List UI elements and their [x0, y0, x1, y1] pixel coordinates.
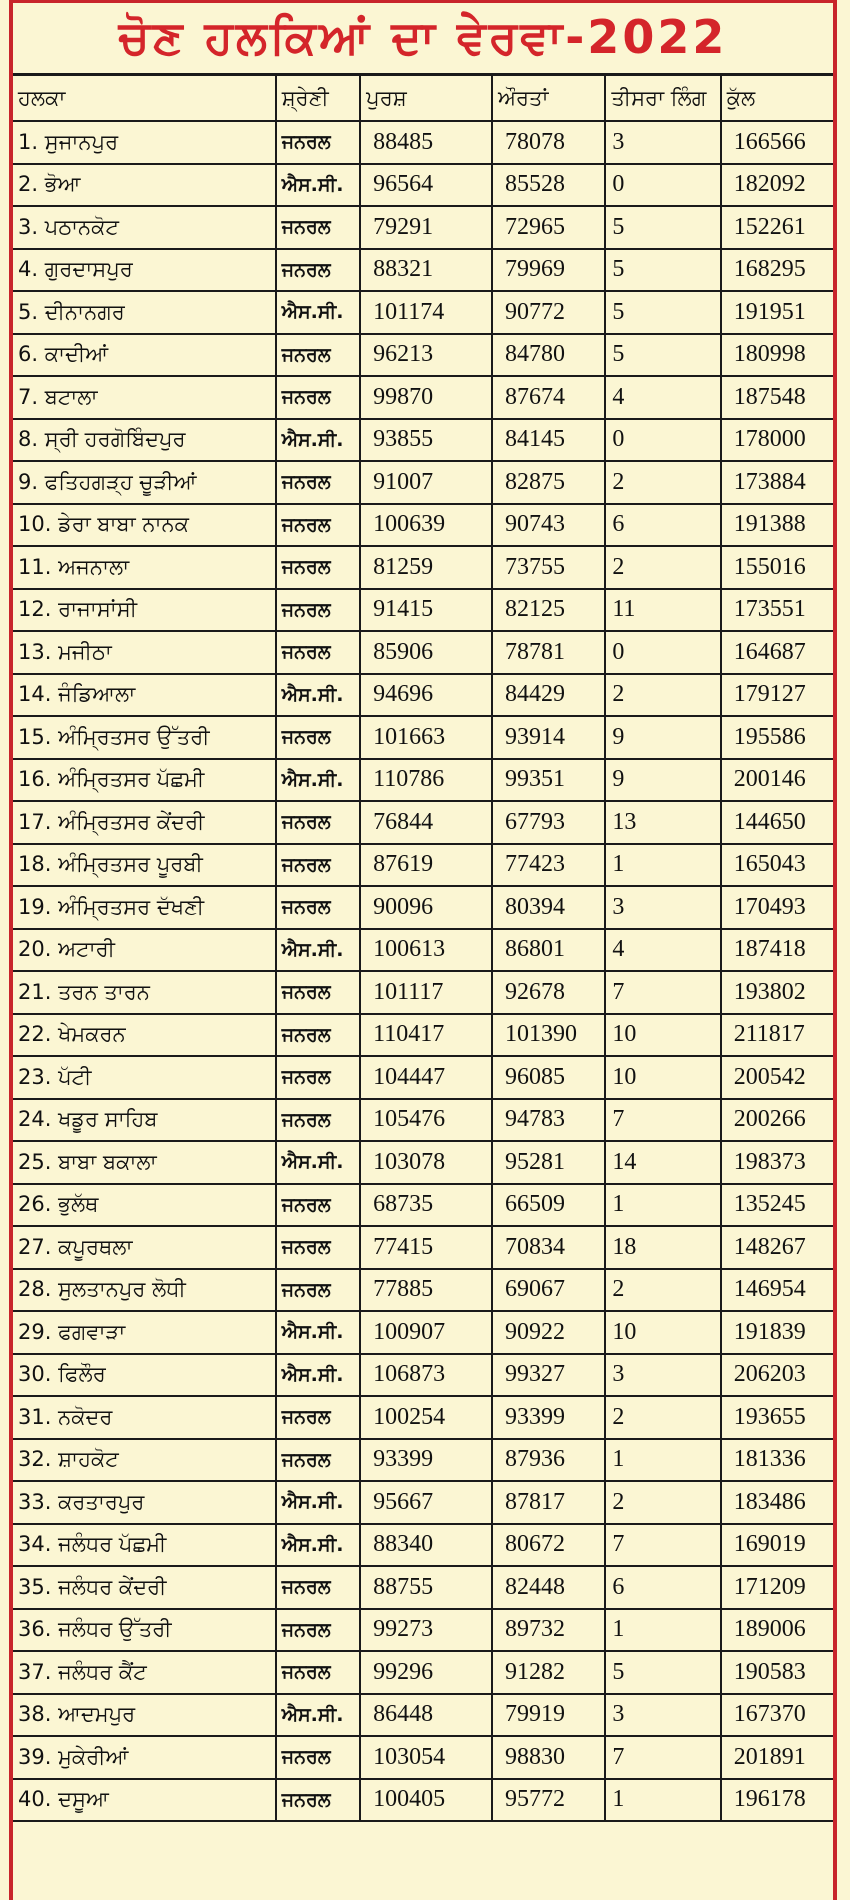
third-gender-count-cell: 5: [605, 249, 720, 292]
category-cell: ਜਨਰਲ: [276, 1566, 360, 1609]
women-count-cell: 89732: [492, 1609, 605, 1652]
category-cell: ਐਸ.ਸੀ.: [276, 1524, 360, 1567]
table-row: [13, 886, 833, 929]
men-count-cell: 85906: [360, 631, 492, 674]
women-count-cell: 99351: [492, 759, 605, 802]
table-row: [13, 1354, 833, 1397]
category-cell: ਜਨਰਲ: [276, 1184, 360, 1227]
women-count-cell: 98830: [492, 1736, 605, 1779]
total-count-cell: 166566: [721, 121, 833, 164]
men-count-cell: 94696: [360, 674, 492, 717]
men-count-cell: 104447: [360, 1056, 492, 1099]
total-count-cell: 152261: [721, 206, 833, 249]
women-count-cell: 90772: [492, 291, 605, 334]
men-count-cell: 100613: [360, 929, 492, 972]
third-gender-count-cell: 2: [605, 1396, 720, 1439]
men-count-cell: 93399: [360, 1439, 492, 1482]
third-gender-count-cell: 5: [605, 291, 720, 334]
total-count-cell: 135245: [721, 1184, 833, 1227]
table-row: [13, 759, 833, 802]
third-gender-count-cell: 0: [605, 419, 720, 462]
total-count-cell: 189006: [721, 1609, 833, 1652]
constituency-name-cell: 22. ਖੇਮਕਰਨ: [13, 1014, 276, 1057]
third-gender-count-cell: 4: [605, 376, 720, 419]
category-cell: ਜਨਰਲ: [276, 206, 360, 249]
category-cell: ਐਸ.ਸੀ.: [276, 291, 360, 334]
women-count-cell: 82875: [492, 461, 605, 504]
men-count-cell: 88340: [360, 1524, 492, 1567]
category-cell: ਜਨਰਲ: [276, 1099, 360, 1142]
women-count-cell: 73755: [492, 546, 605, 589]
men-count-cell: 100639: [360, 504, 492, 547]
third-gender-count-cell: 10: [605, 1311, 720, 1354]
men-count-cell: 99870: [360, 376, 492, 419]
third-gender-count-cell: 7: [605, 971, 720, 1014]
category-cell: ਐਸ.ਸੀ.: [276, 164, 360, 207]
third-gender-count-cell: 1: [605, 1609, 720, 1652]
men-count-cell: 91415: [360, 589, 492, 632]
total-count-cell: 146954: [721, 1269, 833, 1312]
total-count-cell: 148267: [721, 1226, 833, 1269]
women-count-cell: 94783: [492, 1099, 605, 1142]
table-row: [13, 716, 833, 759]
women-count-cell: 67793: [492, 801, 605, 844]
total-count-cell: 183486: [721, 1481, 833, 1524]
table-row: [13, 1014, 833, 1057]
table-row: [13, 164, 833, 207]
constituency-name-cell: 28. ਸੁਲਤਾਨਪੁਰ ਲੋਧੀ: [13, 1269, 276, 1312]
men-count-cell: 101663: [360, 716, 492, 759]
table-body: [13, 121, 833, 1821]
third-gender-count-cell: 9: [605, 716, 720, 759]
third-gender-count-cell: 7: [605, 1099, 720, 1142]
women-count-cell: 78781: [492, 631, 605, 674]
women-count-cell: 78078: [492, 121, 605, 164]
category-cell: ਜਨਰਲ: [276, 461, 360, 504]
constituency-name-cell: 23. ਪੱਟੀ: [13, 1056, 276, 1099]
men-count-cell: 87619: [360, 844, 492, 887]
total-count-cell: 179127: [721, 674, 833, 717]
men-count-cell: 110786: [360, 759, 492, 802]
constituency-name-cell: 32. ਸ਼ਾਹਕੋਟ: [13, 1439, 276, 1482]
category-cell: ਜਨਰਲ: [276, 971, 360, 1014]
category-cell: ਐਸ.ਸੀ.: [276, 929, 360, 972]
women-count-cell: 87936: [492, 1439, 605, 1482]
constituency-name-cell: 6. ਕਾਦੀਆਂ: [13, 334, 276, 377]
table-row: [13, 1524, 833, 1567]
category-cell: ਜਨਰਲ: [276, 1269, 360, 1312]
table-row: [13, 121, 833, 164]
third-gender-count-cell: 1: [605, 1439, 720, 1482]
table-row: [13, 1694, 833, 1737]
third-gender-count-cell: 13: [605, 801, 720, 844]
category-cell: ਐਸ.ਸੀ.: [276, 1481, 360, 1524]
total-count-cell: 200266: [721, 1099, 833, 1142]
total-count-cell: 164687: [721, 631, 833, 674]
constituency-name-cell: 10. ਡੇਰਾ ਬਾਬਾ ਨਾਨਕ: [13, 504, 276, 547]
third-gender-count-cell: 1: [605, 844, 720, 887]
third-gender-count-cell: 2: [605, 1481, 720, 1524]
total-count-cell: 181336: [721, 1439, 833, 1482]
men-count-cell: 103078: [360, 1141, 492, 1184]
category-cell: ਜਨਰਲ: [276, 801, 360, 844]
constituency-name-cell: 34. ਜਲੰਧਰ ਪੱਛਮੀ: [13, 1524, 276, 1567]
constituency-name-cell: 4. ਗੁਰਦਾਸਪੁਰ: [13, 249, 276, 292]
total-count-cell: 155016: [721, 546, 833, 589]
constituency-name-cell: 25. ਬਾਬਾ ਬਕਾਲਾ: [13, 1141, 276, 1184]
category-cell: ਐਸ.ਸੀ.: [276, 674, 360, 717]
category-cell: ਜਨਰਲ: [276, 249, 360, 292]
constituency-name-cell: 1. ਸੁਜਾਨਪੁਰ: [13, 121, 276, 164]
total-count-cell: 173551: [721, 589, 833, 632]
total-count-cell: 193802: [721, 971, 833, 1014]
document-sheet: [9, 0, 837, 1900]
constituency-name-cell: 12. ਰਾਜਾਸਾਂਸੀ: [13, 589, 276, 632]
table-row: [13, 801, 833, 844]
category-cell: ਜਨਰਲ: [276, 546, 360, 589]
table-row: [13, 291, 833, 334]
third-gender-count-cell: 0: [605, 164, 720, 207]
constituency-name-cell: 40. ਦਸੂਆ: [13, 1779, 276, 1822]
men-count-cell: 90096: [360, 886, 492, 929]
constituency-name-cell: 3. ਪਠਾਨਕੋਟ: [13, 206, 276, 249]
table-row: [13, 1651, 833, 1694]
category-cell: ਜਨਰਲ: [276, 1396, 360, 1439]
men-count-cell: 95667: [360, 1481, 492, 1524]
constituency-name-cell: 27. ਕਪੂਰਥਲਾ: [13, 1226, 276, 1269]
table-row: [13, 1481, 833, 1524]
third-gender-count-cell: 10: [605, 1056, 720, 1099]
women-count-cell: 101390: [492, 1014, 605, 1057]
category-cell: ਐਸ.ਸੀ.: [276, 1694, 360, 1737]
constituency-name-cell: 2. ਭੋਆ: [13, 164, 276, 207]
constituency-name-cell: 20. ਅਟਾਰੀ: [13, 929, 276, 972]
total-count-cell: 190583: [721, 1651, 833, 1694]
total-count-cell: 165043: [721, 844, 833, 887]
table-row: [13, 504, 833, 547]
category-cell: ਜਨਰਲ: [276, 1439, 360, 1482]
constituency-name-cell: 36. ਜਲੰਧਰ ਉੱਤਰੀ: [13, 1609, 276, 1652]
third-gender-count-cell: 2: [605, 1269, 720, 1312]
category-cell: ਐਸ.ਸੀ.: [276, 419, 360, 462]
men-count-cell: 93855: [360, 419, 492, 462]
header-total: ਕੁੱਲ: [721, 75, 833, 122]
constituency-name-cell: 21. ਤਰਨ ਤਾਰਨ: [13, 971, 276, 1014]
men-count-cell: 81259: [360, 546, 492, 589]
total-count-cell: 196178: [721, 1779, 833, 1822]
table-row: [13, 1566, 833, 1609]
constituency-name-cell: 29. ਫਗਵਾੜਾ: [13, 1311, 276, 1354]
third-gender-count-cell: 18: [605, 1226, 720, 1269]
constituency-name-cell: 38. ਆਦਮਪੁਰ: [13, 1694, 276, 1737]
header-category: ਸ਼੍ਰੇਣੀ: [276, 75, 360, 122]
women-count-cell: 70834: [492, 1226, 605, 1269]
category-cell: ਜਨਰਲ: [276, 1779, 360, 1822]
table-row: [13, 249, 833, 292]
category-cell: ਜਨਰਲ: [276, 376, 360, 419]
total-count-cell: 171209: [721, 1566, 833, 1609]
total-count-cell: 187418: [721, 929, 833, 972]
total-count-cell: 168295: [721, 249, 833, 292]
total-count-cell: 191839: [721, 1311, 833, 1354]
men-count-cell: 101174: [360, 291, 492, 334]
total-count-cell: 182092: [721, 164, 833, 207]
table-row: [13, 206, 833, 249]
constituency-name-cell: 33. ਕਰਤਾਰਪੁਰ: [13, 1481, 276, 1524]
category-cell: ਜਨਰਲ: [276, 1736, 360, 1779]
men-count-cell: 100254: [360, 1396, 492, 1439]
third-gender-count-cell: 7: [605, 1736, 720, 1779]
total-count-cell: 191388: [721, 504, 833, 547]
total-count-cell: 206203: [721, 1354, 833, 1397]
men-count-cell: 88485: [360, 121, 492, 164]
category-cell: ਐਸ.ਸੀ.: [276, 1354, 360, 1397]
category-cell: ਜਨਰਲ: [276, 1226, 360, 1269]
men-count-cell: 105476: [360, 1099, 492, 1142]
women-count-cell: 77423: [492, 844, 605, 887]
table-row: [13, 1269, 833, 1312]
table-row: [13, 631, 833, 674]
category-cell: ਜਨਰਲ: [276, 504, 360, 547]
women-count-cell: 90743: [492, 504, 605, 547]
third-gender-count-cell: 10: [605, 1014, 720, 1057]
total-count-cell: 144650: [721, 801, 833, 844]
women-count-cell: 99327: [492, 1354, 605, 1397]
total-count-cell: 167370: [721, 1694, 833, 1737]
men-count-cell: 77415: [360, 1226, 492, 1269]
women-count-cell: 87674: [492, 376, 605, 419]
women-count-cell: 86801: [492, 929, 605, 972]
women-count-cell: 79919: [492, 1694, 605, 1737]
constituency-name-cell: 13. ਮਜੀਠਾ: [13, 631, 276, 674]
constituency-name-cell: 19. ਅੰਮ੍ਰਿਤਸਰ ਦੱਖਣੀ: [13, 886, 276, 929]
men-count-cell: 91007: [360, 461, 492, 504]
men-count-cell: 101117: [360, 971, 492, 1014]
category-cell: ਜਨਰਲ: [276, 631, 360, 674]
total-count-cell: 173884: [721, 461, 833, 504]
women-count-cell: 90922: [492, 1311, 605, 1354]
men-count-cell: 88755: [360, 1566, 492, 1609]
table-row: [13, 461, 833, 504]
constituency-name-cell: 37. ਜਲੰਧਰ ਕੈਂਟ: [13, 1651, 276, 1694]
category-cell: ਐਸ.ਸੀ.: [276, 1311, 360, 1354]
table-row: [13, 1779, 833, 1822]
total-count-cell: 195586: [721, 716, 833, 759]
table-row: [13, 1311, 833, 1354]
women-count-cell: 95281: [492, 1141, 605, 1184]
constituency-name-cell: 15. ਅੰਮ੍ਰਿਤਸਰ ਉੱਤਰੀ: [13, 716, 276, 759]
third-gender-count-cell: 6: [605, 1566, 720, 1609]
women-count-cell: 69067: [492, 1269, 605, 1312]
constituency-name-cell: 18. ਅੰਮ੍ਰਿਤਸਰ ਪੂਰਬੀ: [13, 844, 276, 887]
women-count-cell: 72965: [492, 206, 605, 249]
table-row: [13, 929, 833, 972]
men-count-cell: 77885: [360, 1269, 492, 1312]
table-row: [13, 674, 833, 717]
constituency-name-cell: 11. ਅਜਨਾਲਾ: [13, 546, 276, 589]
men-count-cell: 100405: [360, 1779, 492, 1822]
third-gender-count-cell: 6: [605, 504, 720, 547]
table-row: [13, 1609, 833, 1652]
total-count-cell: 201891: [721, 1736, 833, 1779]
total-count-cell: 178000: [721, 419, 833, 462]
total-count-cell: 170493: [721, 886, 833, 929]
table-row: [13, 1141, 833, 1184]
constituency-name-cell: 16. ਅੰਮ੍ਰਿਤਸਰ ਪੱਛਮੀ: [13, 759, 276, 802]
table-row: [13, 1226, 833, 1269]
header-constituency: ਹਲਕਾ: [13, 75, 276, 122]
category-cell: ਜਨਰਲ: [276, 334, 360, 377]
table-row: [13, 1396, 833, 1439]
women-count-cell: 96085: [492, 1056, 605, 1099]
constituency-name-cell: 31. ਨਕੋਦਰ: [13, 1396, 276, 1439]
women-count-cell: 79969: [492, 249, 605, 292]
men-count-cell: 110417: [360, 1014, 492, 1057]
category-cell: ਜਨਰਲ: [276, 589, 360, 632]
table-header-row: [13, 75, 833, 122]
header-third-gender: ਤੀਸਰਾ ਲਿੰਗ: [605, 75, 720, 122]
table-row: [13, 1439, 833, 1482]
category-cell: ਜਨਰਲ: [276, 121, 360, 164]
third-gender-count-cell: 3: [605, 1694, 720, 1737]
table-row: [13, 589, 833, 632]
men-count-cell: 96564: [360, 164, 492, 207]
category-cell: ਜਨਰਲ: [276, 844, 360, 887]
constituency-name-cell: 8. ਸ੍ਰੀ ਹਰਗੋਬਿੰਦਪੁਰ: [13, 419, 276, 462]
women-count-cell: 95772: [492, 1779, 605, 1822]
third-gender-count-cell: 2: [605, 546, 720, 589]
total-count-cell: 198373: [721, 1141, 833, 1184]
third-gender-count-cell: 2: [605, 461, 720, 504]
women-count-cell: 82448: [492, 1566, 605, 1609]
constituency-name-cell: 7. ਬਟਾਲਾ: [13, 376, 276, 419]
women-count-cell: 80394: [492, 886, 605, 929]
third-gender-count-cell: 5: [605, 1651, 720, 1694]
third-gender-count-cell: 5: [605, 206, 720, 249]
men-count-cell: 103054: [360, 1736, 492, 1779]
table-row: [13, 971, 833, 1014]
table-row: [13, 1099, 833, 1142]
men-count-cell: 86448: [360, 1694, 492, 1737]
third-gender-count-cell: 0: [605, 631, 720, 674]
category-cell: ਜਨਰਲ: [276, 1651, 360, 1694]
men-count-cell: 88321: [360, 249, 492, 292]
table-row: [13, 844, 833, 887]
table-row: [13, 334, 833, 377]
table-row: [13, 1736, 833, 1779]
total-count-cell: 180998: [721, 334, 833, 377]
third-gender-count-cell: 1: [605, 1779, 720, 1822]
category-cell: ਜਨਰਲ: [276, 1609, 360, 1652]
constituency-name-cell: 9. ਫਤਿਹਗੜ੍ਹ ਚੂੜੀਆਂ: [13, 461, 276, 504]
table-row: [13, 1056, 833, 1099]
third-gender-count-cell: 14: [605, 1141, 720, 1184]
category-cell: ਐਸ.ਸੀ.: [276, 1141, 360, 1184]
men-count-cell: 100907: [360, 1311, 492, 1354]
table-row: [13, 1184, 833, 1227]
women-count-cell: 93914: [492, 716, 605, 759]
total-count-cell: 191951: [721, 291, 833, 334]
third-gender-count-cell: 3: [605, 1354, 720, 1397]
constituency-name-cell: 14. ਜੰਡਿਆਲਾ: [13, 674, 276, 717]
third-gender-count-cell: 5: [605, 334, 720, 377]
table-row: [13, 546, 833, 589]
women-count-cell: 92678: [492, 971, 605, 1014]
total-count-cell: 200542: [721, 1056, 833, 1099]
men-count-cell: 76844: [360, 801, 492, 844]
women-count-cell: 84145: [492, 419, 605, 462]
constituency-name-cell: 39. ਮੁਕੇਰੀਆਂ: [13, 1736, 276, 1779]
page-title: ਚੋਣ ਹਲਕਿਆਂ ਦਾ ਵੇਰਵਾ-2022: [118, 10, 728, 64]
category-cell: ਐਸ.ਸੀ.: [276, 759, 360, 802]
total-count-cell: 187548: [721, 376, 833, 419]
header-men: ਪੁਰਸ਼: [360, 75, 492, 122]
third-gender-count-cell: 7: [605, 1524, 720, 1567]
category-cell: ਜਨਰਲ: [276, 1056, 360, 1099]
constituency-name-cell: 17. ਅੰਮ੍ਰਿਤਸਰ ਕੇਂਦਰੀ: [13, 801, 276, 844]
men-count-cell: 99273: [360, 1609, 492, 1652]
third-gender-count-cell: 11: [605, 589, 720, 632]
third-gender-count-cell: 1: [605, 1184, 720, 1227]
category-cell: ਜਨਰਲ: [276, 1014, 360, 1057]
women-count-cell: 84429: [492, 674, 605, 717]
women-count-cell: 80672: [492, 1524, 605, 1567]
constituency-name-cell: 5. ਦੀਨਾਨਗਰ: [13, 291, 276, 334]
third-gender-count-cell: 3: [605, 886, 720, 929]
women-count-cell: 84780: [492, 334, 605, 377]
total-count-cell: 200146: [721, 759, 833, 802]
men-count-cell: 68735: [360, 1184, 492, 1227]
women-count-cell: 82125: [492, 589, 605, 632]
men-count-cell: 99296: [360, 1651, 492, 1694]
total-count-cell: 169019: [721, 1524, 833, 1567]
men-count-cell: 106873: [360, 1354, 492, 1397]
women-count-cell: 85528: [492, 164, 605, 207]
women-count-cell: 87817: [492, 1481, 605, 1524]
constituency-table: [13, 73, 833, 1822]
third-gender-count-cell: 2: [605, 674, 720, 717]
women-count-cell: 93399: [492, 1396, 605, 1439]
constituency-name-cell: 35. ਜਲੰਧਰ ਕੇਂਦਰੀ: [13, 1566, 276, 1609]
third-gender-count-cell: 9: [605, 759, 720, 802]
constituency-name-cell: 26. ਭੁਲੱਥ: [13, 1184, 276, 1227]
total-count-cell: 193655: [721, 1396, 833, 1439]
women-count-cell: 66509: [492, 1184, 605, 1227]
category-cell: ਜਨਰਲ: [276, 886, 360, 929]
table-row: [13, 419, 833, 462]
women-count-cell: 91282: [492, 1651, 605, 1694]
men-count-cell: 79291: [360, 206, 492, 249]
third-gender-count-cell: 4: [605, 929, 720, 972]
header-women: ਔਰਤਾਂ: [492, 75, 605, 122]
constituency-name-cell: 24. ਖਡੂਰ ਸਾਹਿਬ: [13, 1099, 276, 1142]
constituency-name-cell: 30. ਫਿਲੌਰ: [13, 1354, 276, 1397]
total-count-cell: 211817: [721, 1014, 833, 1057]
category-cell: ਜਨਰਲ: [276, 716, 360, 759]
table-row: [13, 376, 833, 419]
third-gender-count-cell: 3: [605, 121, 720, 164]
men-count-cell: 96213: [360, 334, 492, 377]
